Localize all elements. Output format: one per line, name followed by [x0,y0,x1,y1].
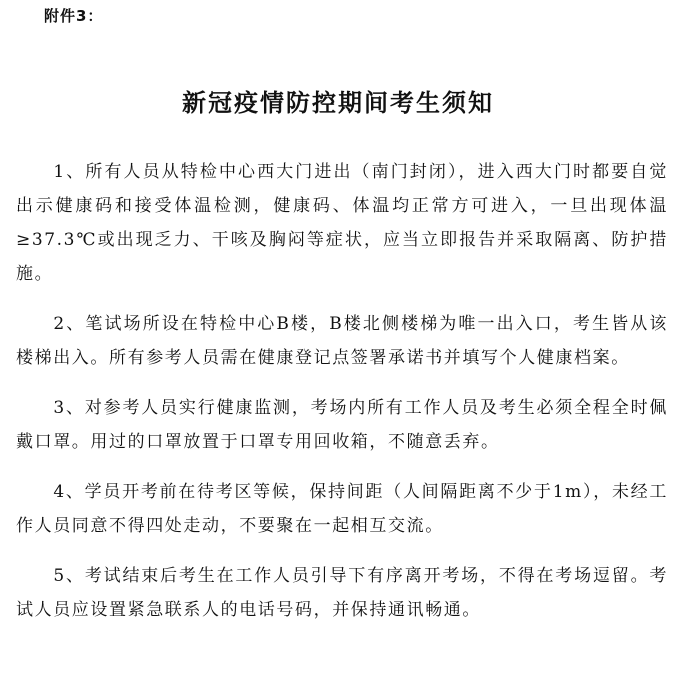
notice-item-3: 3、对参考人员实行健康监测，考场内所有工作人员及考生必须全程全时佩戴口罩。用过的口罩放置于口罩专用回收箱，不随意丢弃。 [16,398,668,452]
page-title: 新冠疫情防控期间考生须知 [182,88,494,118]
notice-item-4: 4、学员开考前在待考区等候，保持间距（人间隔距离不少于1m），未经工作人员同意不得四处走动，不要聚在一起相互交流。 [16,482,668,536]
notice-item-5: 5、考试结束后考生在工作人员引导下有序离开考场，不得在考场逗留。考试人员应设置紧急联系人的电话号码，并保持通讯畅通。 [16,566,668,620]
notice-item-2: 2、笔试场所设在特检中心B楼，B楼北侧楼梯为唯一出入口，考生皆从该楼梯出入。所有参考人员需在健康登记点签署承诺书并填写个人健康档案。 [16,314,668,368]
notice-item-1: 1、所有人员从特检中心西大门进出（南门封闭），进入西大门时都要自觉出示健康码和接受体温检测，健康码、体温均正常方可进入，一旦出现体温≥37.3℃或出现乏力、干咳及胸闷等症状，应当立即报告并采取隔离、防护措施。 [16,162,668,284]
attachment-label: 附件3： [44,7,104,25]
notice-body [16,155,668,643]
